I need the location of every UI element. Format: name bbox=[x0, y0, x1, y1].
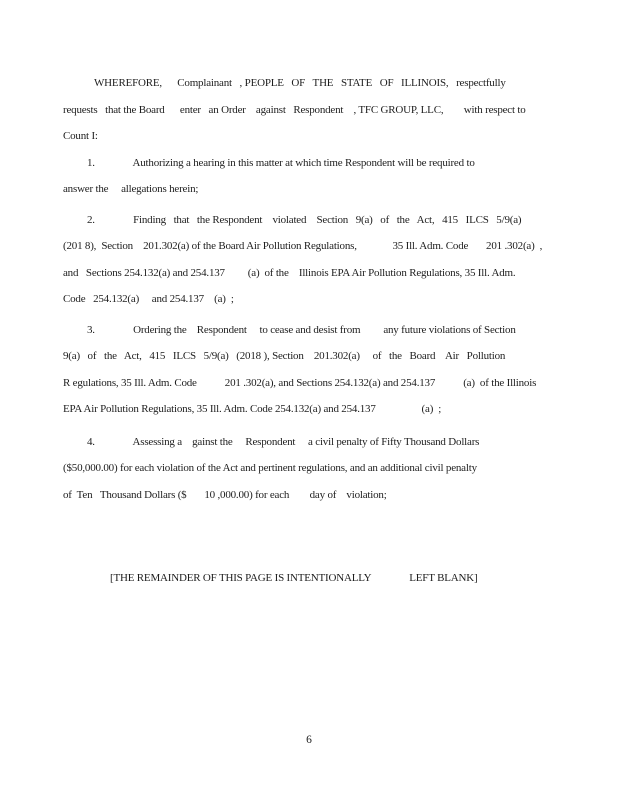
numbered-item-4 bbox=[63, 429, 543, 509]
paragraph-wherefore bbox=[63, 70, 543, 150]
numbered-item-1 bbox=[63, 150, 543, 203]
item3-line-4: EPA Air Pollution Regulations, 35 Ill. Adm. Code 254.132(a) and 254.137 (a) ; bbox=[63, 403, 442, 415]
item4-line-1: 4. Assessing a gainst the Respondent a civil penalty of Fifty Thousand Dollars bbox=[87, 435, 480, 448]
item4-line-2: ($50,000.00) for each violation of the Act and pertinent regulations, and an additional civil penalty bbox=[63, 462, 477, 474]
item2-line-3: and Sections 254.132(a) and 254.137 (a) of the Illinois EPA Air Pollution Regulations, 35 Ill. Adm. bbox=[63, 266, 516, 279]
remainder-notice: [THE REMAINDER OF THIS PAGE IS INTENTIONALLY LEFT BLANK] bbox=[110, 572, 478, 584]
wherefore-line-3: Count I: bbox=[63, 130, 98, 142]
item3-line-2: 9(a) of the Act, 415 ILCS 5/9(a) (2018 ), Section 201.302(a) of the Board Air Pollution bbox=[63, 350, 506, 362]
item1-line-1: 1. Authorizing a hearing in this matter at which time Respondent will be required to bbox=[87, 156, 475, 169]
item4-line-3: of Ten Thousand Dollars ($ 10 ,000.00) for each day of violation; bbox=[63, 488, 387, 501]
item2-line-2: (201 8), Section 201.302(a) of the Board Air Pollution Regulations, 35 Ill. Adm. Code 201 .302(a) , bbox=[63, 240, 543, 252]
item1-line-2: answer the allegations herein; bbox=[63, 183, 199, 195]
item3-line-3: R egulations, 35 Ill. Adm. Code 201 .302(a), and Sections 254.132(a) and 254.137 (a) of the Illinois bbox=[63, 376, 537, 389]
page-number: 6 bbox=[306, 734, 312, 746]
item2-line-4: Code 254.132(a) and 254.137 (a) ; bbox=[63, 293, 234, 305]
wherefore-line-1: WHEREFORE, Complainant , PEOPLE OF THE STATE OF ILLINOIS, respectfully bbox=[94, 77, 506, 89]
numbered-item-3 bbox=[63, 317, 543, 423]
item3-line-1: 3. Ordering the Respondent to cease and desist from any future violations of Section bbox=[87, 323, 516, 336]
numbered-item-2 bbox=[63, 207, 543, 313]
document-body bbox=[63, 70, 543, 592]
item2-line-1: 2. Finding that the Respondent violated Section 9(a) of the Act, 415 ILCS 5/9(a) bbox=[87, 213, 522, 226]
wherefore-line-2: requests that the Board enter an Order against Respondent , TFC GROUP, LLC, with respect to bbox=[63, 103, 526, 116]
